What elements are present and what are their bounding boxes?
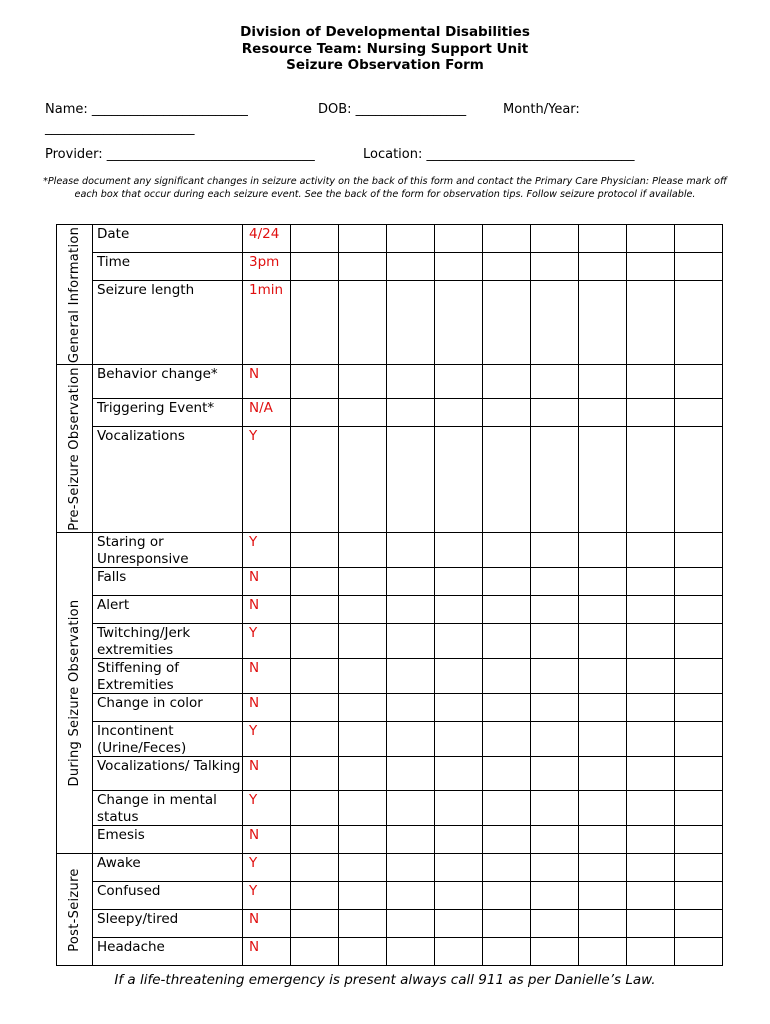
table-row bbox=[57, 281, 723, 365]
row-label: Sleepy/tired bbox=[93, 910, 243, 938]
table-row bbox=[57, 659, 723, 694]
empty-entry-cell[interactable] bbox=[675, 938, 723, 966]
entry-cell[interactable]: N bbox=[243, 826, 291, 854]
empty-entry-cell[interactable] bbox=[531, 399, 579, 427]
empty-entry-cell[interactable] bbox=[579, 910, 627, 938]
empty-entry-cell[interactable] bbox=[483, 854, 531, 882]
empty-entry-cell[interactable] bbox=[435, 826, 483, 854]
section-label: During Seizure Observation bbox=[66, 599, 82, 787]
empty-entry-cell[interactable] bbox=[483, 938, 531, 966]
empty-entry-cell[interactable] bbox=[291, 281, 339, 365]
entry-cell[interactable]: Y bbox=[243, 533, 291, 568]
row-label: Confused bbox=[93, 882, 243, 910]
empty-entry-cell[interactable] bbox=[387, 253, 435, 281]
empty-entry-cell[interactable] bbox=[387, 757, 435, 791]
emergency-footer: If a life-threatening emergency is present always call 911 as per Danielle’s Law. bbox=[114, 972, 656, 988]
empty-entry-cell[interactable] bbox=[531, 910, 579, 938]
table-row bbox=[57, 568, 723, 596]
row-label: Headache bbox=[93, 938, 243, 966]
row-label: Awake bbox=[93, 854, 243, 882]
empty-entry-cell[interactable] bbox=[579, 938, 627, 966]
empty-entry-cell[interactable] bbox=[675, 253, 723, 281]
empty-entry-cell[interactable] bbox=[531, 533, 579, 568]
entry-cell[interactable]: N/A bbox=[243, 399, 291, 427]
empty-entry-cell[interactable] bbox=[675, 791, 723, 826]
empty-entry-cell[interactable] bbox=[579, 225, 627, 253]
empty-entry-cell[interactable] bbox=[627, 910, 675, 938]
row-label: Vocalizations/ Talking bbox=[93, 757, 243, 791]
entry-cell[interactable]: N bbox=[243, 659, 291, 694]
empty-entry-cell[interactable] bbox=[675, 854, 723, 882]
empty-entry-cell[interactable] bbox=[435, 938, 483, 966]
empty-entry-cell[interactable] bbox=[435, 427, 483, 533]
empty-entry-cell[interactable] bbox=[483, 365, 531, 399]
empty-entry-cell[interactable] bbox=[387, 826, 435, 854]
table-row bbox=[57, 882, 723, 910]
empty-entry-cell[interactable] bbox=[435, 533, 483, 568]
empty-entry-cell[interactable] bbox=[387, 882, 435, 910]
empty-entry-cell[interactable] bbox=[387, 910, 435, 938]
empty-entry-cell[interactable] bbox=[579, 882, 627, 910]
row-label: Alert bbox=[93, 596, 243, 624]
empty-entry-cell[interactable] bbox=[483, 826, 531, 854]
empty-entry-cell[interactable] bbox=[627, 624, 675, 659]
name-field[interactable]: Name: ________________________ bbox=[45, 102, 248, 117]
empty-entry-cell[interactable] bbox=[483, 399, 531, 427]
empty-entry-cell[interactable] bbox=[387, 854, 435, 882]
empty-entry-cell[interactable] bbox=[675, 694, 723, 722]
table-row bbox=[57, 722, 723, 757]
empty-entry-cell[interactable] bbox=[339, 659, 387, 694]
table-row bbox=[57, 694, 723, 722]
empty-entry-cell[interactable] bbox=[291, 659, 339, 694]
empty-entry-cell[interactable] bbox=[531, 624, 579, 659]
empty-entry-cell[interactable] bbox=[387, 399, 435, 427]
empty-entry-cell[interactable] bbox=[483, 533, 531, 568]
row-label: Twitching/Jerk extremities bbox=[93, 624, 243, 659]
empty-entry-cell[interactable] bbox=[627, 694, 675, 722]
empty-entry-cell[interactable] bbox=[483, 596, 531, 624]
table-row bbox=[57, 910, 723, 938]
empty-entry-cell[interactable] bbox=[483, 694, 531, 722]
entry-cell[interactable]: N bbox=[243, 694, 291, 722]
empty-entry-cell[interactable] bbox=[339, 882, 387, 910]
month-year-label: Month/Year: bbox=[503, 102, 580, 117]
empty-entry-cell[interactable] bbox=[435, 596, 483, 624]
empty-entry-cell[interactable] bbox=[387, 624, 435, 659]
empty-entry-cell[interactable] bbox=[291, 624, 339, 659]
empty-entry-cell[interactable] bbox=[675, 596, 723, 624]
empty-entry-cell[interactable] bbox=[339, 596, 387, 624]
empty-entry-cell[interactable] bbox=[579, 722, 627, 757]
empty-entry-cell[interactable] bbox=[675, 722, 723, 757]
row-label: Staring or Unresponsive bbox=[93, 533, 243, 568]
empty-entry-cell[interactable] bbox=[675, 281, 723, 365]
empty-entry-cell[interactable] bbox=[291, 826, 339, 854]
empty-entry-cell[interactable] bbox=[387, 568, 435, 596]
row-label: Time bbox=[93, 253, 243, 281]
empty-entry-cell[interactable] bbox=[627, 253, 675, 281]
entry-cell[interactable]: N bbox=[243, 910, 291, 938]
table-row bbox=[57, 399, 723, 427]
section-during bbox=[57, 533, 93, 854]
section-label: General Information bbox=[66, 226, 82, 363]
empty-entry-cell[interactable] bbox=[291, 568, 339, 596]
empty-entry-cell[interactable] bbox=[291, 225, 339, 253]
empty-entry-cell[interactable] bbox=[531, 882, 579, 910]
empty-entry-cell[interactable] bbox=[483, 568, 531, 596]
empty-entry-cell[interactable] bbox=[435, 225, 483, 253]
row-label: Behavior change* bbox=[93, 365, 243, 399]
month-year-field[interactable]: _______________________ bbox=[45, 121, 195, 136]
empty-entry-cell[interactable] bbox=[483, 253, 531, 281]
empty-entry-cell[interactable] bbox=[291, 791, 339, 826]
empty-entry-cell[interactable] bbox=[387, 533, 435, 568]
row-label: Change in color bbox=[93, 694, 243, 722]
empty-entry-cell[interactable] bbox=[387, 365, 435, 399]
empty-entry-cell[interactable] bbox=[579, 694, 627, 722]
empty-entry-cell[interactable] bbox=[435, 253, 483, 281]
row-label: Seizure length bbox=[93, 281, 243, 365]
empty-entry-cell[interactable] bbox=[483, 722, 531, 757]
table-row bbox=[57, 365, 723, 399]
empty-entry-cell[interactable] bbox=[627, 427, 675, 533]
empty-entry-cell[interactable] bbox=[627, 225, 675, 253]
empty-entry-cell[interactable] bbox=[483, 659, 531, 694]
empty-entry-cell[interactable] bbox=[627, 596, 675, 624]
empty-entry-cell[interactable] bbox=[387, 659, 435, 694]
empty-entry-cell[interactable] bbox=[339, 694, 387, 722]
empty-entry-cell[interactable] bbox=[435, 568, 483, 596]
empty-entry-cell[interactable] bbox=[627, 722, 675, 757]
entry-cell[interactable]: 4/24 bbox=[243, 225, 291, 253]
empty-entry-cell[interactable] bbox=[531, 694, 579, 722]
empty-entry-cell[interactable] bbox=[291, 938, 339, 966]
section-pre bbox=[57, 365, 93, 533]
entry-cell[interactable]: N bbox=[243, 596, 291, 624]
empty-entry-cell[interactable] bbox=[531, 826, 579, 854]
table-row bbox=[57, 938, 723, 966]
entry-cell[interactable]: N bbox=[243, 938, 291, 966]
empty-entry-cell[interactable] bbox=[339, 533, 387, 568]
empty-entry-cell[interactable] bbox=[387, 938, 435, 966]
empty-entry-cell[interactable] bbox=[483, 427, 531, 533]
row-label: Emesis bbox=[93, 826, 243, 854]
empty-entry-cell[interactable] bbox=[627, 791, 675, 826]
empty-entry-cell[interactable] bbox=[627, 826, 675, 854]
empty-entry-cell[interactable] bbox=[627, 882, 675, 910]
empty-entry-cell[interactable] bbox=[339, 568, 387, 596]
empty-entry-cell[interactable] bbox=[387, 694, 435, 722]
empty-entry-cell[interactable] bbox=[579, 568, 627, 596]
empty-entry-cell[interactable] bbox=[627, 568, 675, 596]
table-row bbox=[57, 757, 723, 791]
table-row bbox=[57, 427, 723, 533]
empty-entry-cell[interactable] bbox=[291, 399, 339, 427]
empty-entry-cell[interactable] bbox=[291, 882, 339, 910]
table-row bbox=[57, 596, 723, 624]
table-row bbox=[57, 253, 723, 281]
empty-entry-cell[interactable] bbox=[627, 757, 675, 791]
empty-entry-cell[interactable] bbox=[675, 910, 723, 938]
empty-entry-cell[interactable] bbox=[579, 596, 627, 624]
empty-entry-cell[interactable] bbox=[579, 659, 627, 694]
empty-entry-cell[interactable] bbox=[627, 854, 675, 882]
empty-entry-cell[interactable] bbox=[627, 938, 675, 966]
entry-cell[interactable]: Y bbox=[243, 722, 291, 757]
empty-entry-cell[interactable] bbox=[291, 757, 339, 791]
empty-entry-cell[interactable] bbox=[435, 882, 483, 910]
empty-entry-cell[interactable] bbox=[579, 791, 627, 826]
entry-cell[interactable]: Y bbox=[243, 791, 291, 826]
empty-entry-cell[interactable] bbox=[435, 281, 483, 365]
empty-entry-cell[interactable] bbox=[435, 624, 483, 659]
table-row bbox=[57, 826, 723, 854]
empty-entry-cell[interactable] bbox=[531, 757, 579, 791]
empty-entry-cell[interactable] bbox=[627, 533, 675, 568]
empty-entry-cell[interactable] bbox=[291, 253, 339, 281]
location-field[interactable]: Location: ________________________________ bbox=[363, 147, 635, 162]
empty-entry-cell[interactable] bbox=[675, 624, 723, 659]
empty-entry-cell[interactable] bbox=[579, 533, 627, 568]
empty-entry-cell[interactable] bbox=[339, 826, 387, 854]
empty-entry-cell[interactable] bbox=[531, 722, 579, 757]
empty-entry-cell[interactable] bbox=[339, 854, 387, 882]
empty-entry-cell[interactable] bbox=[579, 365, 627, 399]
empty-entry-cell[interactable] bbox=[675, 882, 723, 910]
empty-entry-cell[interactable] bbox=[531, 854, 579, 882]
section-label: Post-Seizure bbox=[66, 867, 82, 952]
entry-cell[interactable]: Y bbox=[243, 854, 291, 882]
empty-entry-cell[interactable] bbox=[483, 624, 531, 659]
empty-entry-cell[interactable] bbox=[339, 757, 387, 791]
entry-cell[interactable]: N bbox=[243, 365, 291, 399]
header-division: Division of Developmental Disabilities bbox=[240, 24, 530, 40]
empty-entry-cell[interactable] bbox=[291, 596, 339, 624]
empty-entry-cell[interactable] bbox=[675, 659, 723, 694]
empty-entry-cell[interactable] bbox=[483, 757, 531, 791]
empty-entry-cell[interactable] bbox=[675, 427, 723, 533]
empty-entry-cell[interactable] bbox=[531, 281, 579, 365]
empty-entry-cell[interactable] bbox=[435, 659, 483, 694]
row-label: Vocalizations bbox=[93, 427, 243, 533]
empty-entry-cell[interactable] bbox=[531, 596, 579, 624]
empty-entry-cell[interactable] bbox=[579, 253, 627, 281]
entry-cell[interactable]: Y bbox=[243, 624, 291, 659]
row-label: Triggering Event* bbox=[93, 399, 243, 427]
empty-entry-cell[interactable] bbox=[435, 757, 483, 791]
table-row bbox=[57, 854, 723, 882]
empty-entry-cell[interactable] bbox=[339, 427, 387, 533]
table-row bbox=[57, 791, 723, 826]
empty-entry-cell[interactable] bbox=[339, 938, 387, 966]
empty-entry-cell[interactable] bbox=[675, 225, 723, 253]
empty-entry-cell[interactable] bbox=[435, 791, 483, 826]
empty-entry-cell[interactable] bbox=[483, 910, 531, 938]
empty-entry-cell[interactable] bbox=[339, 225, 387, 253]
empty-entry-cell[interactable] bbox=[627, 399, 675, 427]
empty-entry-cell[interactable] bbox=[339, 791, 387, 826]
empty-entry-cell[interactable] bbox=[339, 365, 387, 399]
row-label: Falls bbox=[93, 568, 243, 596]
empty-entry-cell[interactable] bbox=[435, 365, 483, 399]
empty-entry-cell[interactable] bbox=[339, 281, 387, 365]
empty-entry-cell[interactable] bbox=[483, 281, 531, 365]
instructions-note: *Please document any significant changes in seizure activity on the back of this form and contact the Primary Care Physician: Please mark off each box that occur during each seizure event. See the back of the form for observation tips. Follow seizure protocol if available. bbox=[43, 176, 727, 200]
empty-entry-cell[interactable] bbox=[291, 910, 339, 938]
empty-entry-cell[interactable] bbox=[339, 624, 387, 659]
empty-entry-cell[interactable] bbox=[675, 826, 723, 854]
empty-entry-cell[interactable] bbox=[579, 624, 627, 659]
section-post bbox=[57, 854, 93, 966]
empty-entry-cell[interactable] bbox=[675, 399, 723, 427]
empty-entry-cell[interactable] bbox=[435, 694, 483, 722]
empty-entry-cell[interactable] bbox=[387, 225, 435, 253]
empty-entry-cell[interactable] bbox=[531, 791, 579, 826]
section-general bbox=[57, 225, 93, 365]
empty-entry-cell[interactable] bbox=[627, 365, 675, 399]
empty-entry-cell[interactable] bbox=[579, 281, 627, 365]
empty-entry-cell[interactable] bbox=[291, 694, 339, 722]
entry-cell[interactable]: 3pm bbox=[243, 253, 291, 281]
empty-entry-cell[interactable] bbox=[531, 365, 579, 399]
empty-entry-cell[interactable] bbox=[435, 854, 483, 882]
empty-entry-cell[interactable] bbox=[579, 427, 627, 533]
empty-entry-cell[interactable] bbox=[291, 854, 339, 882]
dob-field[interactable]: DOB: _________________ bbox=[318, 102, 467, 117]
empty-entry-cell[interactable] bbox=[291, 722, 339, 757]
empty-entry-cell[interactable] bbox=[291, 365, 339, 399]
empty-entry-cell[interactable] bbox=[387, 722, 435, 757]
empty-entry-cell[interactable] bbox=[387, 427, 435, 533]
empty-entry-cell[interactable] bbox=[531, 427, 579, 533]
empty-entry-cell[interactable] bbox=[339, 910, 387, 938]
empty-entry-cell[interactable] bbox=[675, 533, 723, 568]
empty-entry-cell[interactable] bbox=[531, 659, 579, 694]
entry-cell[interactable]: Y bbox=[243, 882, 291, 910]
empty-entry-cell[interactable] bbox=[675, 757, 723, 791]
entry-cell[interactable]: 1min bbox=[243, 281, 291, 365]
empty-entry-cell[interactable] bbox=[483, 225, 531, 253]
empty-entry-cell[interactable] bbox=[531, 938, 579, 966]
row-label: Incontinent (Urine/Feces) bbox=[93, 722, 243, 757]
row-label: Stiffening of Extremities bbox=[93, 659, 243, 694]
empty-entry-cell[interactable] bbox=[435, 910, 483, 938]
empty-entry-cell[interactable] bbox=[387, 596, 435, 624]
empty-entry-cell[interactable] bbox=[531, 253, 579, 281]
empty-entry-cell[interactable] bbox=[579, 854, 627, 882]
empty-entry-cell[interactable] bbox=[579, 757, 627, 791]
empty-entry-cell[interactable] bbox=[483, 882, 531, 910]
header-resource-team: Resource Team: Nursing Support Unit bbox=[241, 40, 529, 57]
empty-entry-cell[interactable] bbox=[579, 826, 627, 854]
entry-cell[interactable]: N bbox=[243, 568, 291, 596]
row-label: Date bbox=[93, 225, 243, 253]
form-title: Seizure Observation Form bbox=[286, 57, 484, 73]
empty-entry-cell[interactable] bbox=[579, 399, 627, 427]
empty-entry-cell[interactable] bbox=[387, 791, 435, 826]
empty-entry-cell[interactable] bbox=[387, 281, 435, 365]
section-label: Pre-Seizure Observation bbox=[66, 366, 82, 531]
entry-cell[interactable]: Y bbox=[243, 427, 291, 533]
empty-entry-cell[interactable] bbox=[483, 791, 531, 826]
empty-entry-cell[interactable] bbox=[531, 568, 579, 596]
observation-table bbox=[56, 224, 723, 966]
empty-entry-cell[interactable] bbox=[291, 427, 339, 533]
row-label: Change in mental status bbox=[93, 791, 243, 826]
empty-entry-cell[interactable] bbox=[339, 722, 387, 757]
empty-entry-cell[interactable] bbox=[339, 399, 387, 427]
table-row bbox=[57, 533, 723, 568]
empty-entry-cell[interactable] bbox=[291, 533, 339, 568]
empty-entry-cell[interactable] bbox=[627, 659, 675, 694]
table-row bbox=[57, 624, 723, 659]
empty-entry-cell[interactable] bbox=[675, 568, 723, 596]
table-row bbox=[57, 225, 723, 253]
empty-entry-cell[interactable] bbox=[435, 722, 483, 757]
empty-entry-cell[interactable] bbox=[531, 225, 579, 253]
empty-entry-cell[interactable] bbox=[435, 399, 483, 427]
provider-field[interactable]: Provider: ________________________________ bbox=[45, 147, 315, 162]
entry-cell[interactable]: N bbox=[243, 757, 291, 791]
empty-entry-cell[interactable] bbox=[339, 253, 387, 281]
empty-entry-cell[interactable] bbox=[627, 281, 675, 365]
form-header bbox=[0, 24, 770, 74]
empty-entry-cell[interactable] bbox=[675, 365, 723, 399]
